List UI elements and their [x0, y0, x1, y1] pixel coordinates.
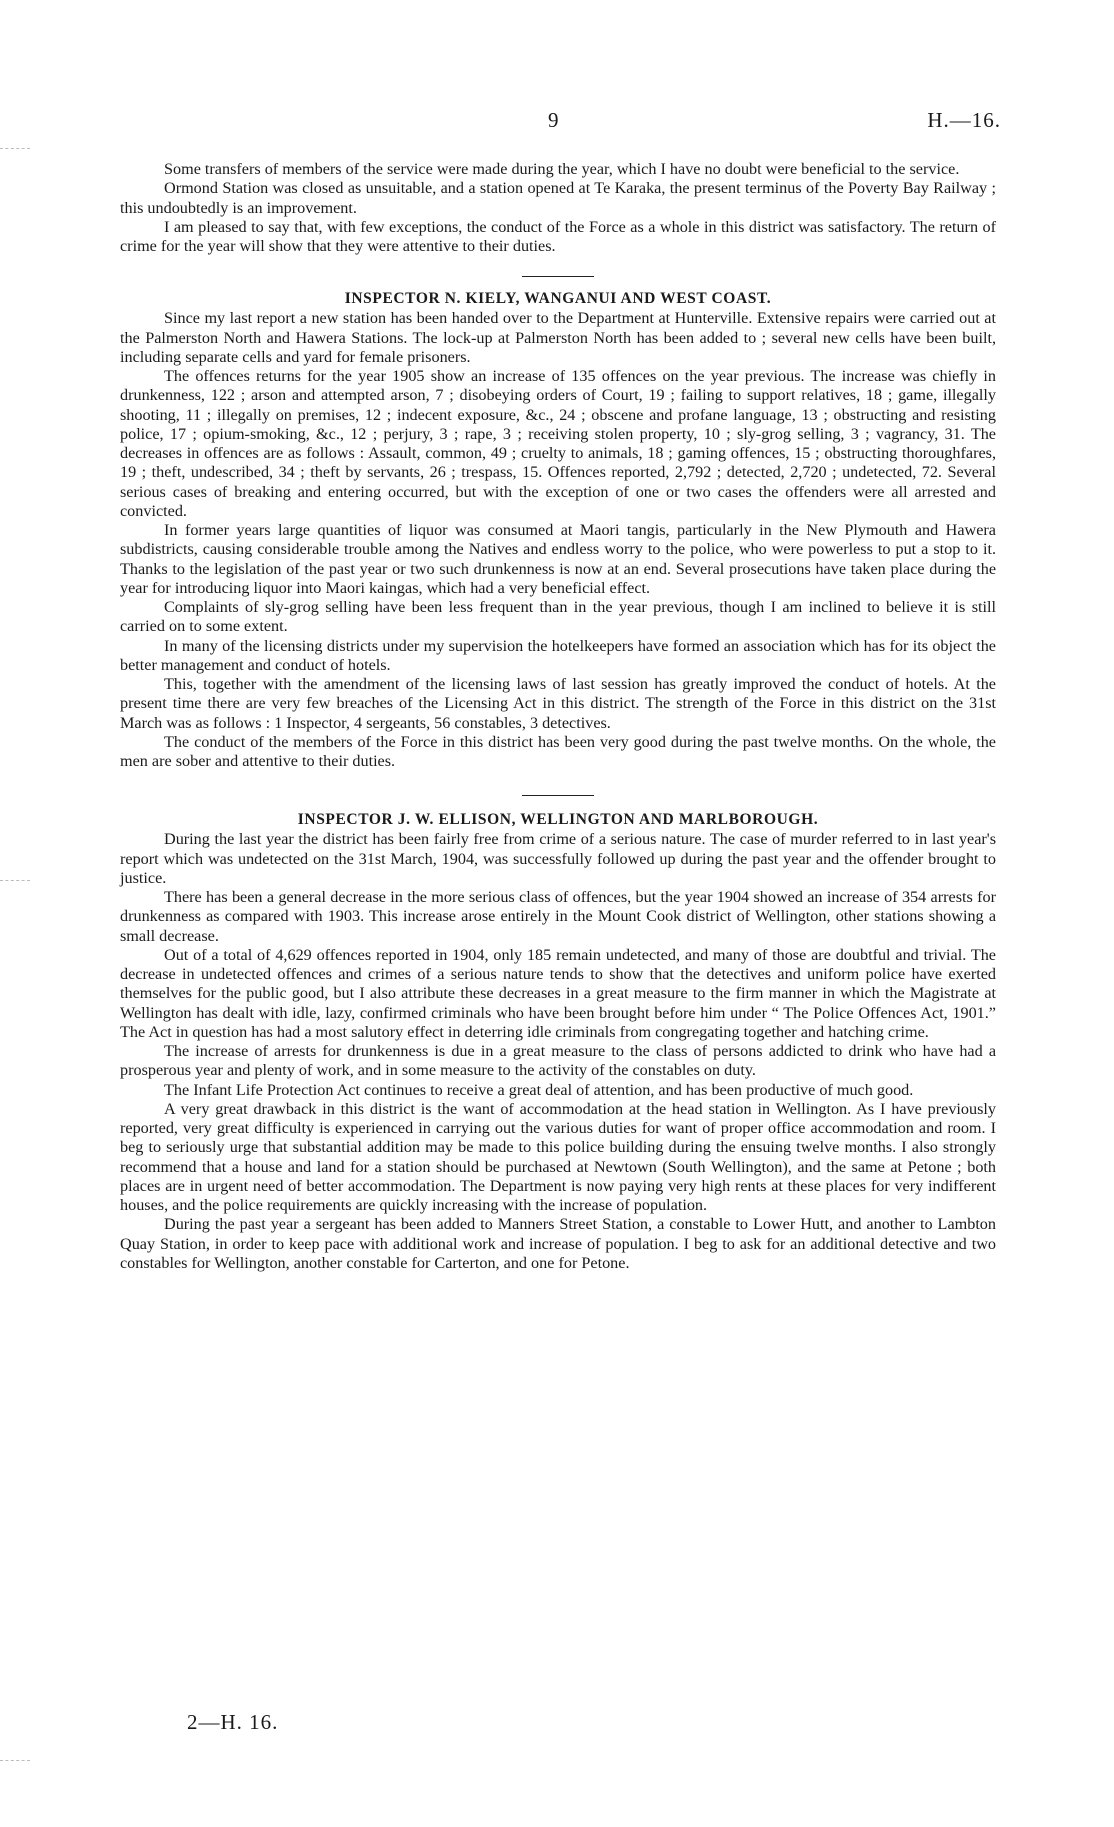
paragraph: During the past year a sergeant has been added to Manners Street Station, a constable to Lower Hutt, and another to Lambton Quay Station, in order to keep pace with additional work and increase of population. I beg to ask for an additional detective and two constables for Wellington, another constable for Carterton, and one for Petone.: [120, 1215, 996, 1272]
paragraph: The offences returns for the year 1905 show an increase of 135 offences on the year previous. The increase was chiefly in drunkenness, 122 ; arson and attempted arson, 7 ; disobeying orders of Court, 19 ; failing to support relatives, 18 ; game, illegally shooting, 11 ; illegally on premises, 12 ; indecent exposure, &c., 24 ; obscene and profane language, 13 ; obstructing and resisting police, 17 ; opium-smoking, &c., 12 ; perjury, 3 ; rape, 3 ; receiving stolen property, 10 ; sly-grog selling, 3 ; vagrancy, 31. The decreases in offences are as follows : Assault, common, 49 ; cruelty to animals, 18 ; gaming offences, 15 ; obstructing thoroughfares, 19 ; theft, undescribed, 34 ; theft by servants, 26 ; trespass, 15. Offences reported, 2,792 ; detected, 2,720 ; undetected, 72. Several serious cases of breaking and entering occurred, but with the exception of one or two cases the offenders were all arrested and convicted.: [120, 367, 996, 520]
section-heading: INSPECTOR J. W. ELLISON, WELLINGTON AND MARLBOROUGH.: [297, 811, 819, 829]
paragraph: Ormond Station was closed as unsuitable, and a station opened at Te Karaka, the present terminus of the Poverty Bay Railway ; this undoubtedly is an improvement.: [120, 179, 996, 217]
scan-edge-mark: [0, 880, 30, 881]
paragraph: In former years large quantities of liquor was consumed at Maori tangis, particularly in the New Plymouth and Hawera subdistricts, causing considerable trouble among the Natives and endless worry to the police, who were powerless to put a stop to it. Thanks to the legislation of the past year or two such drunkenness is now at an end. Several prosecutions have taken place during the year for introducing liquor into Maori kaingas, which had a very beneficial effect.: [120, 521, 996, 597]
section-previous-district: [120, 160, 996, 256]
paragraph: In many of the licensing districts under my supervision the hotelkeepers have formed an association which has for its object the better management and conduct of hotels.: [120, 636, 996, 674]
paragraph: There has been a general decrease in the more serious class of offences, but the year 1904 showed an increase of 354 arrests for drunkenness as compared with 1903. This increase arose entirely in the Mount Cook district of Wellington, other stations showing a small decrease.: [120, 888, 996, 945]
section-wellington-marlborough: [120, 810, 996, 1273]
paragraph: The Infant Life Protection Act continues to receive a great deal of attention, and has been productive of much good.: [164, 1080, 914, 1099]
scan-edge-mark: [0, 148, 30, 149]
paragraph: A very great drawback in this district is the want of accommodation at the head station in Wellington. As I have previously reported, very great difficulty is experienced in carrying out the various duties for want of proper office accommodation and room. I beg to seriously urge that substantial addition may be made to this police building during the ensuing twelve months. I also strongly recommend that a house and land for a station should be purchased at Newtown (South Wellington), and the same at Petone ; both places are in urgent need of better accommodation. The Department is now paying very high rents at these places for very indifferent houses, and the police requirements are quickly increasing with the increase of population.: [120, 1099, 996, 1214]
report-body: [120, 160, 996, 1273]
paragraph: During the last year the district has been fairly free from crime of a serious nature. The case of murder referred to in last year's report which was undetected on the 31st March, 1904, was successfully followed up during the past year and the offender brought to justice.: [120, 830, 996, 887]
paragraph: Some transfers of members of the service were made during the year, which I have no doubt were beneficial to the service.: [164, 160, 960, 178]
section-wanganui-west-coast: [120, 289, 996, 771]
paragraph: The conduct of the members of the Force in this district has been very good during the past twelve months. On the whole, the men are sober and attentive to their duties.: [120, 732, 996, 770]
paragraph: Out of a total of 4,629 offences reported in 1904, only 185 remain undetected, and many of those are doubtful and trivial. The decrease in undetected offences and crimes of a serious nature tends to show that the detectives and uniform police have exerted themselves for the public good, but I also attribute these decreases in a great measure to the firm manner in which the Magistrate at Wellington has dealt with idle, lazy, confirmed criminals who have been brought before him under “ The Police Offences Act, 1901.” The Act in question has had a most salutory effect in deterring idle criminals from congregating together and hatching crime.: [120, 945, 996, 1041]
paragraph: This, together with the amendment of the licensing laws of last session has greatly improved the conduct of hotels. At the present time there are very few breaches of the Licensing Act in this district. The strength of the Force in this district on the 31st March was as follows : 1 Inspector, 4 sergeants, 56 constables, 3 detectives.: [120, 675, 996, 732]
scan-edge-mark: [0, 1760, 30, 1761]
page-number: 9: [548, 108, 559, 132]
paragraph: I am pleased to say that, with few exceptions, the conduct of the Force as a whole in this district was satisfactory. The return of crime for the year will show that they were attentive to their duties.: [120, 217, 996, 255]
paragraph: The increase of arrests for drunkenness is due in a great measure to the class of persons addicted to drink who have had a prosperous year and plenty of work, and in some measure to the activity of the constables on duty.: [120, 1042, 996, 1080]
paragraph: Since my last report a new station has been handed over to the Department at Hunterville. Extensive repairs were carried out at the Palmerston North and Hawera Stations. The lock-up at Palmerston North has been added to ; several new cells have been built, including separate cells and yard for female prisoners.: [120, 309, 996, 366]
paragraph: Complaints of sly-grog selling have been less frequent than in the year previous, though I am inclined to believe it is still carried on to some extent.: [120, 598, 996, 636]
document-reference: H.—16.: [927, 108, 1001, 132]
section-heading: INSPECTOR N. KIELY, WANGANUI AND WEST COAST.: [344, 290, 772, 308]
page-header: [0, 108, 1114, 138]
signature-reference: 2—H. 16.: [187, 1710, 279, 1734]
